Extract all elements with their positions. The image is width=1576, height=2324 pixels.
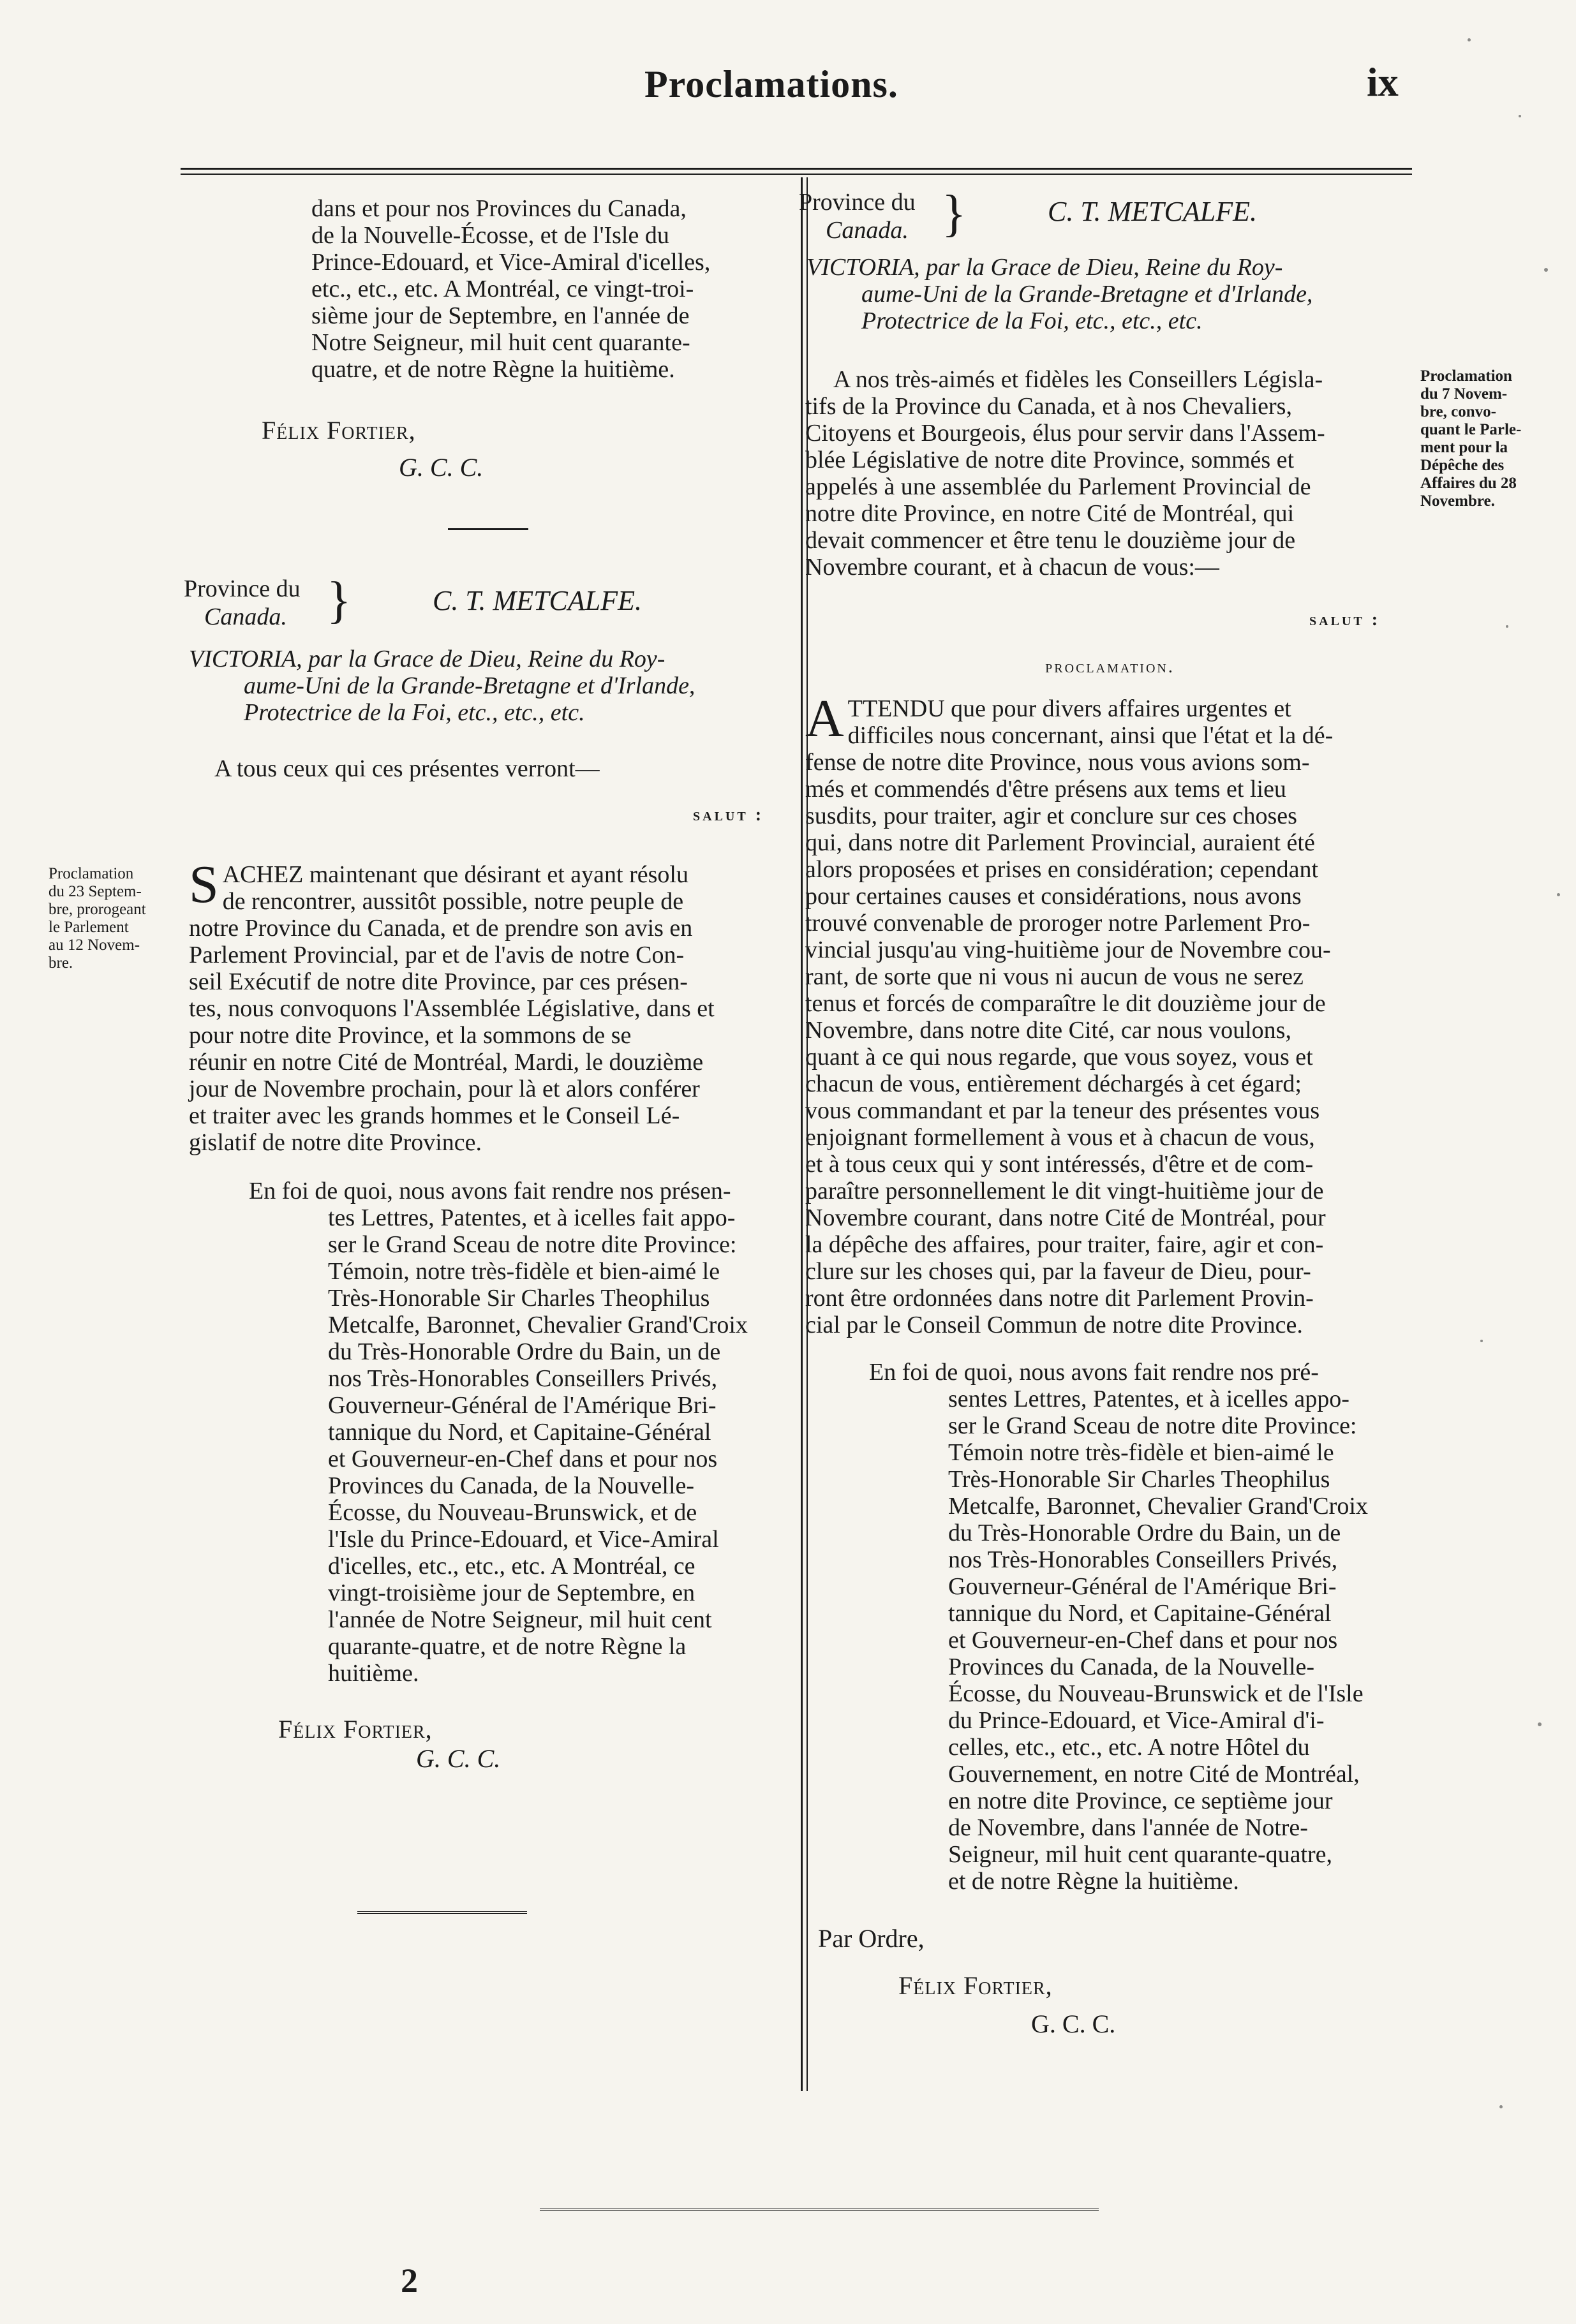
header-rule-top [181, 168, 1412, 170]
text-line: devait commencer et être tenu le douzième jour de [805, 527, 1296, 554]
text-line: chacun de vous, entièrement déchargés à cet égard; [805, 1070, 1302, 1097]
salut-label: salut : [1309, 610, 1381, 630]
text-line: vincial jusqu'au ving-huitième jour de Novembre cou- [805, 936, 1331, 963]
section-divider [448, 528, 528, 530]
text-line: sième jour de Septembre, en l'année de [311, 302, 690, 329]
text-line: Citoyens et Bourgeois, élus pour servir dans l'Assem- [805, 420, 1325, 447]
note-line: Affaires du 28 [1420, 475, 1517, 492]
text-line: quant à ce qui nous regarde, que vous soyez, vous et [805, 1044, 1313, 1070]
salut-label: salut : [693, 805, 764, 825]
text-line: la dépêche des affaires, pour traiter, faire, agir et con- [805, 1231, 1324, 1258]
note-line: au 12 Novem- [48, 936, 140, 954]
text-line: Notre Seigneur, mil huit cent quarante- [311, 329, 690, 356]
proclamation-heading: proclamation. [1045, 657, 1175, 677]
text-line: pour certaines causes et considérations, nous avons [805, 883, 1302, 910]
note-line: bre, convo- [1420, 403, 1496, 420]
text-line: Témoin notre très-fidèle et bien-aimé le [948, 1439, 1334, 1466]
province-sub: Canada. [826, 217, 909, 244]
text-line: jour de Novembre prochain, pour là et alors conférer [189, 1076, 700, 1102]
text-line: blée Législative de notre dite Province, sommés et [805, 447, 1295, 473]
text-line: Prince-Edouard, et Vice-Amiral d'icelles, [311, 249, 711, 276]
running-title: Proclamations. [644, 63, 898, 105]
note-line: du 23 Septem- [48, 883, 142, 900]
text-line: Très-Honorable Sir Charles Theophilus [948, 1466, 1330, 1493]
text-line: VICTORIA, par la Grace de Dieu, Reine du Roy- [807, 254, 1283, 281]
left-victoria [189, 646, 796, 726]
text-line: Très-Honorable Sir Charles Theophilus [328, 1285, 710, 1312]
text-line: et de notre Règne la huitième. [948, 1868, 1239, 1895]
text-line: tifs de la Province du Canada, et à nos Chevaliers, [805, 393, 1292, 420]
text-line: tenus et forcés de comparaître le dit douzième jour de [805, 990, 1326, 1017]
text-line: paraître personnellement le dit vingt-huitième jour de [805, 1178, 1324, 1204]
text-line: et traiter avec les grands hommes et le Conseil Lé- [189, 1102, 680, 1129]
ornamental-rule [357, 1905, 527, 1914]
text-line: tes Lettres, Patentes, et à icelles fait appo- [328, 1204, 736, 1231]
signature-title: G. C. C. [1031, 2009, 1116, 2038]
note-line: bre. [48, 954, 73, 972]
text-line: Metcalfe, Baronnet, Chevalier Grand'Croix [328, 1312, 748, 1338]
text-line: du Très-Honorable Ordre du Bain, un de [948, 1520, 1341, 1546]
right-foi [869, 1359, 1428, 1895]
text-line: aume-Uni de la Grande-Bretagne et d'Irlande, [244, 672, 695, 699]
text-line: nos Très-Honorables Conseillers Privés, [328, 1365, 718, 1392]
text-line: notre dite Province, en notre Cité de Montréal, qui [805, 500, 1295, 527]
text-line: quarante-quatre, et de notre Règne la [328, 1633, 687, 1660]
note-line: le Parlement [48, 919, 129, 936]
text-line: difficiles nous concernant, ainsi que l'état et la dé- [847, 722, 1334, 749]
text-line: Témoin, notre très-fidèle et bien-aimé le [328, 1258, 720, 1285]
text-line: TTENDU que pour divers affaires urgentes et [847, 695, 1291, 722]
text-line: et Gouverneur-en-Chef dans et pour nos [328, 1446, 718, 1472]
text-line: Metcalfe, Baronnet, Chevalier Grand'Croix [948, 1493, 1368, 1520]
text-line: tes, nous convoquons l'Assemblée Législative, dans et [189, 995, 715, 1022]
note-line: quant le Parle- [1420, 421, 1522, 438]
province-label: Province du [799, 189, 916, 216]
signature-title: G. C. C. [416, 1744, 501, 1773]
text-line: Protectrice de la Foi, etc., etc., etc. [244, 699, 585, 726]
text-line: quatre, et de notre Règne la huitième. [311, 356, 675, 383]
note-line: ment pour la [1420, 439, 1508, 456]
text-line: d'icelles, etc., etc., etc. A Montréal, ce [328, 1553, 695, 1580]
header-rule-bottom [181, 174, 1412, 175]
note-line: Proclamation [48, 865, 134, 882]
text-line: dans et pour nos Provinces du Canada, [311, 195, 687, 222]
dropcap: S [189, 855, 219, 914]
text-line: notre Province du Canada, et de prendre son avis en [189, 915, 693, 942]
note-line: Novembre. [1420, 492, 1495, 510]
right-victoria [807, 254, 1411, 334]
par-ordre: Par Ordre, [818, 1924, 925, 1953]
text-line: etc., etc., etc. A Montréal, ce vingt-troi- [311, 276, 694, 302]
paper-speck [1538, 1722, 1542, 1726]
text-line: Seigneur, mil huit cent quarante-quatre, [948, 1841, 1333, 1868]
signature-name: Félix Fortier, [898, 1971, 1053, 2000]
text-line: En foi de quoi, nous avons fait rendre nos pré- [869, 1359, 1319, 1386]
text-line: tannique du Nord, et Capitaine-Général [948, 1600, 1332, 1627]
text-line: l'année de Notre Seigneur, mil huit cent [328, 1606, 712, 1633]
signature-name: Félix Fortier, [262, 416, 416, 445]
paper-speck [1557, 893, 1560, 896]
text-line: et Gouverneur-en-Chef dans et pour nos [948, 1627, 1338, 1654]
text-line: appelés à une assemblée du Parlement Provincial de [805, 473, 1311, 500]
right-address [805, 366, 1415, 581]
right-body [805, 689, 1415, 1338]
text-line: ser le Grand Sceau de notre dite Province: [328, 1231, 737, 1258]
signature-mark: 2 [401, 2261, 418, 2300]
note-line: bre, prorogeant [48, 901, 146, 918]
text-line: et à tous ceux qui y sont intéressés, d'être et de com- [805, 1151, 1314, 1178]
text-line: qui, dans notre dit Parlement Provincial, auraient été [805, 829, 1315, 856]
dropcap: A [805, 689, 844, 748]
text-line: Écosse, du Nouveau-Brunswick et de l'Isle [948, 1680, 1364, 1707]
left-intro [311, 195, 796, 383]
right-margin-note [1420, 367, 1567, 510]
text-line: pour notre dite Province, et la sommons de se [189, 1022, 632, 1049]
text-line: de la Nouvelle-Écosse, et de l'Isle du [311, 222, 669, 249]
text-line: Écosse, du Nouveau-Brunswick, et de [328, 1499, 697, 1526]
text-line: clure sur les choses qui, par la faveur de Dieu, pour- [805, 1258, 1311, 1285]
signature-title: G. C. C. [399, 453, 484, 482]
text-line: Parlement Provincial, par et de l'avis de notre Con- [189, 942, 685, 968]
text-line: vous commandant et par la teneur des présentes vous [805, 1097, 1320, 1124]
text-line: gislatif de notre dite Province. [189, 1129, 482, 1156]
text-line: de Novembre, dans l'année de Notre- [948, 1814, 1308, 1841]
governor-name: C. T. METCALFE. [1048, 196, 1258, 227]
text-line: susdits, pour traiter, agir et conclure sur ces choses [805, 803, 1297, 829]
paper-speck [1544, 268, 1548, 272]
column-divider [801, 177, 803, 2091]
signature-name: Félix Fortier, [278, 1715, 433, 1743]
page-number: ix [1367, 59, 1399, 105]
text-line: ront être ordonnées dans notre dit Parlement Provin- [805, 1285, 1314, 1312]
text-line: més et commendés d'être présens aux tems et lieu [805, 776, 1286, 803]
paper-speck [1480, 1340, 1483, 1342]
text-line: ser le Grand Sceau de notre dite Province: [948, 1412, 1357, 1439]
text-line: du Prince-Edouard, et Vice-Amiral d'i- [948, 1707, 1325, 1734]
text-line: Provinces du Canada, de la Nouvelle- [948, 1654, 1315, 1680]
text-line: Novembre courant, dans notre Cité de Montréal, pour [805, 1204, 1326, 1231]
text-line: Novembre courant, et à chacun de vous:— [805, 554, 1219, 581]
text-line: rant, de sorte que ni vous ni aucun de vous ne serez [805, 963, 1304, 990]
text-line: nos Très-Honorables Conseillers Privés, [948, 1546, 1338, 1573]
text-line: alors proposées et prises en considération; cependant [805, 856, 1319, 883]
province-label: Province du [184, 575, 301, 602]
address-line: A tous ceux qui ces présentes verront— [214, 755, 600, 782]
text-line: fense de notre dite Province, nous vous avions som- [805, 749, 1310, 776]
text-line: de rencontrer, aussitôt possible, notre peuple de [222, 888, 684, 915]
text-line: Novembre, dans notre dite Cité, car nous voulons, [805, 1017, 1291, 1044]
text-line: huitième. [328, 1660, 419, 1687]
text-line: Gouverneur-Général de l'Amérique Bri- [328, 1392, 717, 1419]
province-sub: Canada. [204, 603, 287, 630]
note-line: Dépêche des [1420, 457, 1505, 474]
left-margin-note [48, 865, 182, 972]
text-line: Provinces du Canada, de la Nouvelle- [328, 1472, 695, 1499]
text-line: A nos très-aimés et fidèles les Conseillers Législa- [833, 366, 1323, 393]
paper-speck [1468, 38, 1471, 41]
note-line: du 7 Novem- [1420, 385, 1508, 403]
brace-icon: } [327, 572, 352, 628]
text-line: enjoignant formellement à vous et à chacun de vous, [805, 1124, 1315, 1151]
text-line: tannique du Nord, et Capitaine-Général [328, 1419, 711, 1446]
text-line: cial par le Conseil Commun de notre dite Province. [805, 1312, 1303, 1338]
note-line: Proclamation [1420, 367, 1512, 385]
text-line: ACHEZ maintenant que désirant et ayant résolu [222, 861, 688, 888]
text-line: trouvé convenable de proroger notre Parlement Pro- [805, 910, 1311, 936]
brace-icon: } [942, 186, 967, 242]
left-foi [249, 1178, 798, 1687]
text-line: VICTORIA, par la Grace de Dieu, Reine du Roy- [189, 646, 665, 672]
text-line: Gouverneur-Général de l'Amérique Bri- [948, 1573, 1337, 1600]
paper-speck [1506, 625, 1508, 628]
paper-speck [1499, 2105, 1503, 2108]
paper-speck [1519, 115, 1521, 117]
text-line: En foi de quoi, nous avons fait rendre nos présen- [249, 1178, 731, 1204]
text-line: sentes Lettres, Patentes, et à icelles appo- [948, 1386, 1349, 1412]
left-body [189, 855, 796, 1156]
text-line: seil Exécutif de notre dite Province, par ces présen- [189, 968, 688, 995]
text-line: aume-Uni de la Grande-Bretagne et d'Irlande, [861, 281, 1313, 307]
text-line: l'Isle du Prince-Edouard, et Vice-Amiral [328, 1526, 719, 1553]
text-line: réunir en notre Cité de Montréal, Mardi, le douzième [189, 1049, 704, 1076]
text-line: en notre dite Province, ce septième jour [948, 1787, 1333, 1814]
governor-name: C. T. METCALFE. [433, 585, 643, 616]
text-line: du Très-Honorable Ordre du Bain, un de [328, 1338, 721, 1365]
text-line: celles, etc., etc., etc. A notre Hôtel du [948, 1734, 1310, 1761]
ornamental-rule [540, 2202, 1099, 2211]
text-line: Gouvernement, en notre Cité de Montréal, [948, 1761, 1360, 1787]
text-line: vingt-troisième jour de Septembre, en [328, 1580, 695, 1606]
text-line: Protectrice de la Foi, etc., etc., etc. [861, 307, 1203, 334]
